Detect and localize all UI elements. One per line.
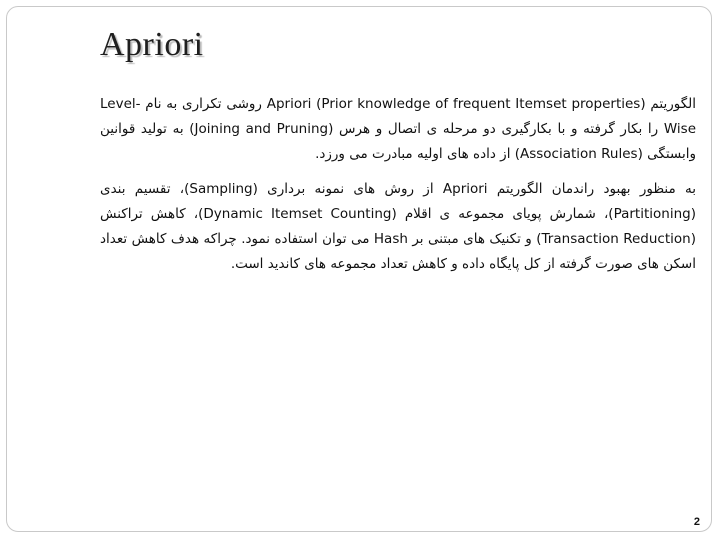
paragraph-apriori-definition: الگوریتم Apriori (Prior knowledge of frequent Itemset properties) روشی تکراری به نام Level-Wise را بکار گرفته و با بکارگیری دو مرحله ی اتصال و هرس (Joining and Pruning) به تولید قوانین وابستگی (Association Rules) از داده های اولیه مبادرت می ورزد.	[100, 96, 697, 162]
page-number: 2	[693, 516, 700, 528]
slide-body	[100, 92, 696, 287]
paragraph-apriori-improvements: به منظور بهبود راندمان الگوریتم Apriori از روش های نمونه برداری (Sampling)، تقسیم بندی (Partitioning)، شمارش پویای مجموعه ی اقلام (Dynamic Itemset Counting)، کاهش تراکنش (Transaction Reduction) و تکنیک های مبتنی بر Hash می توان استفاده نمود. چراکه هدف کاهش تعداد اسکن های صورت گرفته از کل پایگاه داده و کاهش تعداد مجموعه های کاندید است.	[100, 181, 696, 272]
slide-title: Apriori	[100, 26, 204, 63]
